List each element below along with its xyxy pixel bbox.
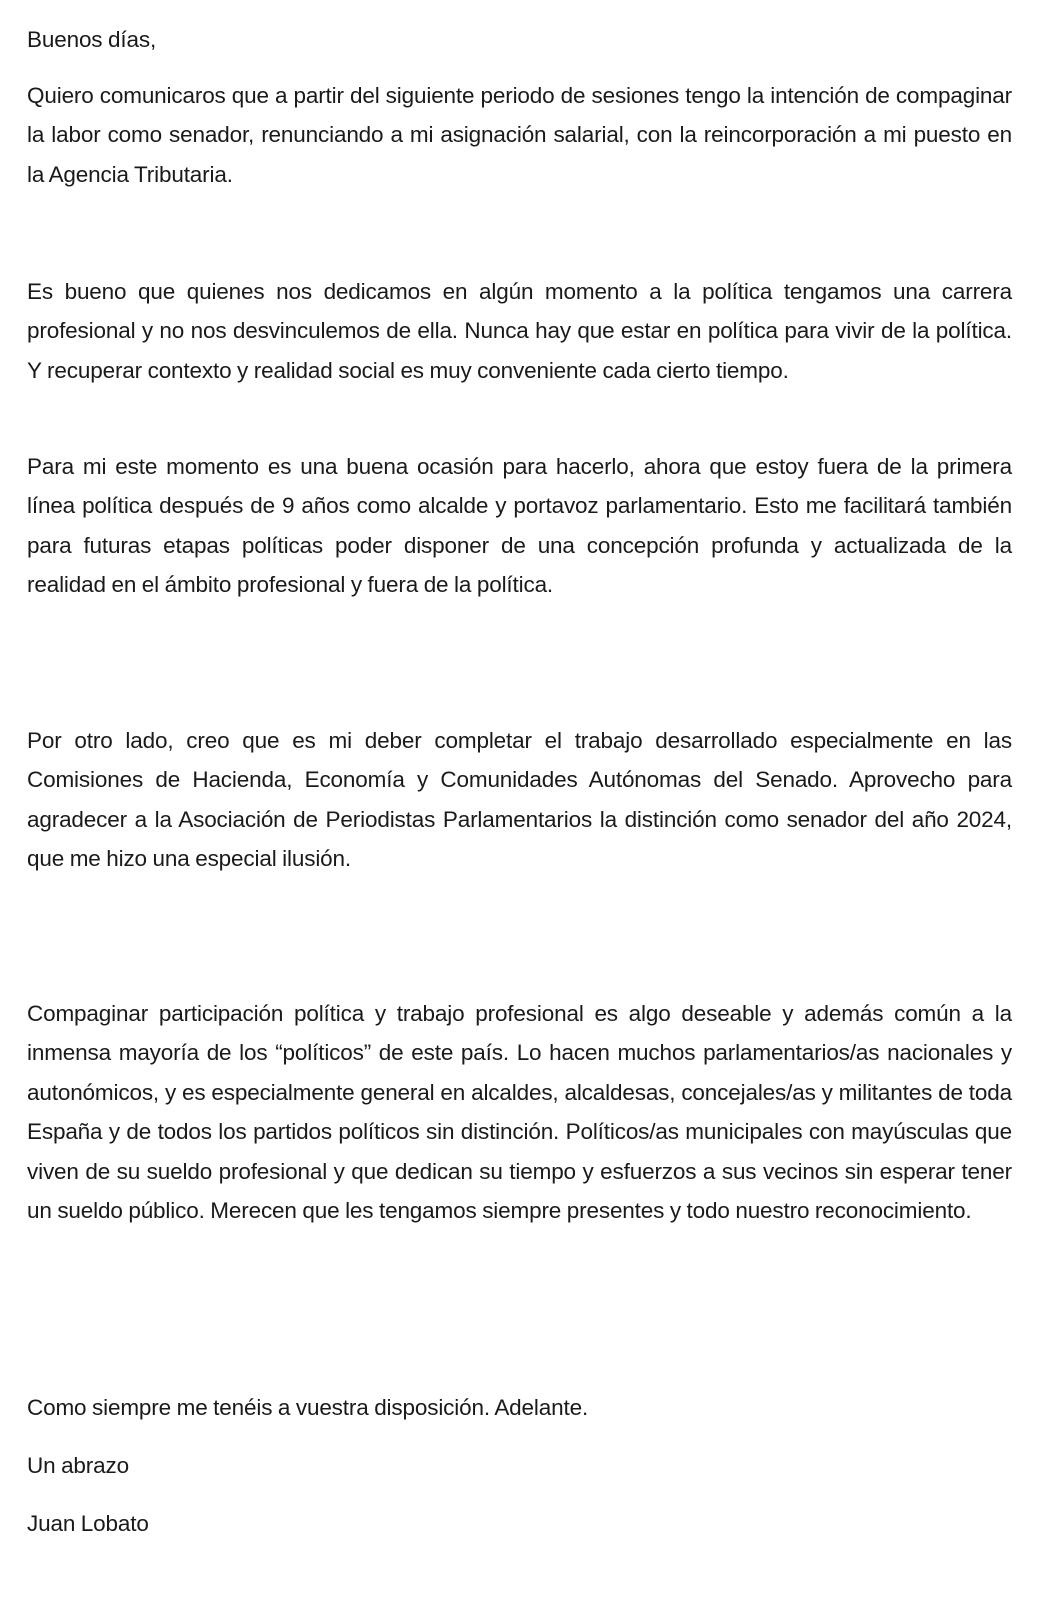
letter-signature: Juan Lobato (27, 1511, 149, 1536)
paragraph-reincorporation: Quiero comunicaros que a partir del siguiente periodo de sesiones tengo la intención de compaginar la labor como senador, renunciando a mi asignación salarial, con la reincorporación a mi puesto en la Agencia Tributaria. (27, 83, 1012, 187)
letter-greeting: Buenos días, (27, 27, 157, 52)
letter-closing: Como siempre me tenéis a vuestra disposición. Adelante. (27, 1395, 589, 1420)
paragraph-senate-work: Por otro lado, creo que es mi deber completar el trabajo desarrollado especialmente en las Comisiones de Hacienda, Economía y Comunidades Autónomas del Senado. Aprovecho para agradecer a la Asociación de Periodistas Parlamentarios la distinción como senador del año 2024, que me hizo una especial ilusión. (27, 728, 1012, 872)
paragraph-professional-career: Es bueno que quienes nos dedicamos en algún momento a la política tengamos una carrera profesional y no nos desvinculemos de ella. Nunca hay que estar en política para vivir de la política. Y recuperar contexto y realidad social es muy conveniente cada cierto tiempo. (27, 279, 1012, 383)
paragraph-timing: Para mi este momento es una buena ocasión para hacerlo, ahora que estoy fuera de la primera línea política después de 9 años como alcalde y portavoz parlamentario. Esto me facilitará también para futuras etapas políticas poder disponer de una concepción profunda y actualizada de la realidad en el ámbito profesional y fuera de la política. (27, 454, 1012, 598)
paragraph-political-participation: Compaginar participación política y trabajo profesional es algo deseable y además común a la inmensa mayoría de los “políticos” de este país. Lo hacen muchos parlamentarios/as nacionales y autonómicos, y es especialmente general en alcaldes, alcaldesas, concejales/as y militantes de toda España y de todos los partidos políticos sin distinción. Políticos/as municipales con mayúsculas que viven de su sueldo profesional y que dedican su tiempo y esfuerzos a sus vecinos sin esperar tener un sueldo público. Merecen que les tengamos siempre presentes y todo nuestro reconocimiento. (27, 1001, 1012, 1224)
letter-regards: Un abrazo (27, 1453, 129, 1478)
